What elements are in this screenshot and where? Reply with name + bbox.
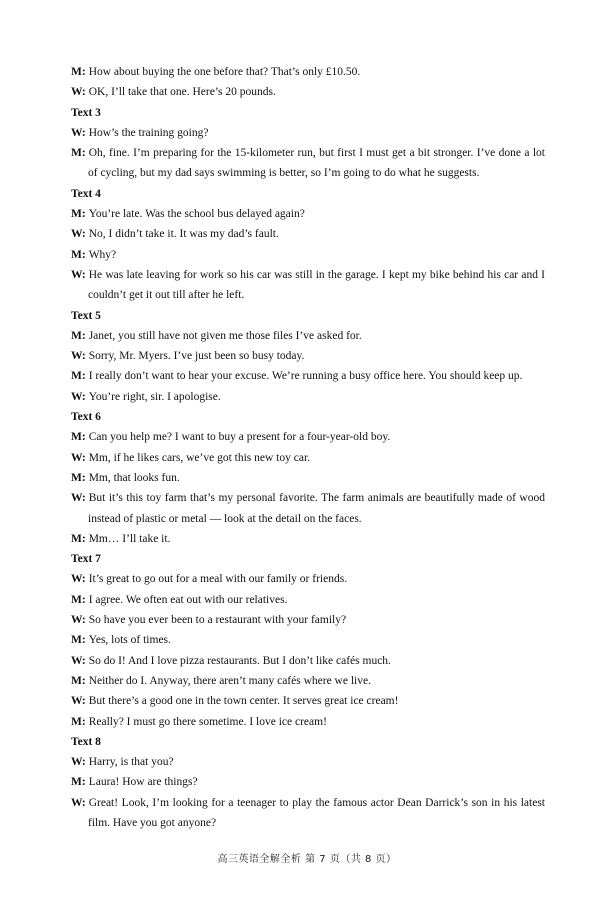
speaker-label: W: — [71, 796, 86, 809]
section-heading: Text 7 — [71, 553, 101, 566]
utterance-text: I really don’t want to hear your excuse. We’re running a busy office here. You should keep up. — [88, 370, 523, 383]
dialogue-line — [71, 772, 545, 792]
utterance-text: Oh, fine. I’m preparing for the 15-kilometer run, but first I must get a bit stronger. I’ve done a lot of cycling, but my dad says swimming is better, so I’m going to do what he suggests. — [88, 147, 545, 180]
utterance-text: You’re late. Was the school bus delayed again? — [88, 208, 305, 221]
utterance-text: Really? I must go there sometime. I love ice cream! — [88, 715, 327, 728]
utterance-text: Why? — [88, 248, 117, 261]
dialogue-line — [71, 427, 545, 447]
dialogue-line — [71, 488, 545, 529]
speaker-label: W: — [71, 451, 86, 464]
utterance-text: Can you help me? I want to buy a present for a four-year-old boy. — [88, 431, 391, 444]
utterance-text: Harry, is that you? — [88, 756, 174, 769]
speaker-label: W: — [71, 573, 86, 586]
utterance-text: Yes, lots of times. — [88, 634, 171, 647]
speaker-label: M: — [71, 634, 86, 647]
speaker-label: W: — [71, 654, 86, 667]
dialogue-line — [71, 590, 545, 610]
speaker-label: W: — [71, 390, 86, 403]
dialogue-line — [71, 569, 545, 589]
utterance-text: How’s the training going? — [88, 126, 209, 139]
speaker-label: M: — [71, 532, 86, 545]
speaker-label: W: — [71, 492, 86, 505]
utterance-text: Janet, you still have not given me those files I’ve asked for. — [88, 329, 362, 342]
utterance-text: It’s great to go out for a meal with our family or friends. — [88, 573, 348, 586]
utterance-text: So do I! And I love pizza restaurants. But I don’t like cafés much. — [88, 654, 391, 667]
utterance-text: He was late leaving for work so his car was still in the garage. I kept my bike behind his car and I couldn’t get it out till after he left. — [88, 268, 545, 302]
dialogue-line — [71, 610, 545, 630]
speaker-label: W: — [71, 350, 86, 363]
dialogue-line — [71, 366, 545, 386]
utterance-text: OK, I’ll take that one. Here’s 20 pounds. — [88, 86, 276, 99]
utterance-text: Mm, that looks fun. — [88, 471, 180, 484]
dialogue-line — [71, 265, 545, 306]
speaker-label: M: — [71, 329, 86, 342]
dialogue-line — [71, 204, 545, 224]
dialogue-line — [71, 143, 545, 184]
speaker-label: W: — [71, 268, 86, 281]
dialogue-line — [71, 82, 545, 102]
utterance-text: So have you ever been to a restaurant with your family? — [88, 614, 347, 627]
speaker-label: W: — [71, 228, 86, 241]
dialogue-line — [71, 468, 545, 488]
section-heading: Text 6 — [71, 411, 101, 424]
speaker-label: M: — [71, 66, 86, 78]
speaker-label: M: — [71, 248, 86, 261]
dialogue-line — [71, 245, 545, 265]
section-heading: Text 4 — [71, 187, 101, 200]
speaker-label: M: — [71, 715, 86, 728]
utterance-text: Sorry, Mr. Myers. I’ve just been so busy today. — [88, 350, 305, 363]
speaker-label: M: — [71, 471, 86, 484]
speaker-label: M: — [71, 674, 86, 687]
speaker-label: W: — [71, 86, 86, 99]
dialogue-line — [71, 123, 545, 143]
utterance-text: I agree. We often eat out with our relatives. — [88, 593, 288, 606]
dialogue-line — [71, 691, 545, 711]
speaker-label: M: — [71, 147, 86, 160]
utterance-text: Neither do I. Anyway, there aren’t many cafés where we live. — [88, 674, 371, 687]
transcript-body — [71, 62, 545, 833]
utterance-text: You’re right, sir. I apologise. — [88, 390, 221, 403]
speaker-label: W: — [71, 695, 86, 708]
section-heading: Text 8 — [71, 735, 101, 748]
dialogue-line — [71, 224, 545, 244]
speaker-label: W: — [71, 756, 86, 769]
dialogue-line — [71, 326, 545, 346]
page-footer: 高三英语全解全析 第 7 页（共 8 页） — [217, 854, 397, 865]
dialogue-line — [71, 448, 545, 468]
utterance-text: But there’s a good one in the town center. It serves great ice cream! — [88, 695, 399, 708]
dialogue-line — [71, 346, 545, 366]
dialogue-line — [71, 630, 545, 650]
dialogue-line — [71, 671, 545, 691]
dialogue-line — [71, 793, 545, 834]
speaker-label: M: — [71, 208, 86, 221]
section-heading: Text 5 — [71, 309, 101, 322]
speaker-label: M: — [71, 776, 86, 789]
utterance-text: Great! Look, I’m looking for a teenager to play the famous actor Dean Darrick’s son in his latest film. Have you got anyone? — [88, 796, 545, 829]
dialogue-line — [71, 651, 545, 671]
speaker-label: W: — [71, 614, 86, 627]
speaker-label: M: — [71, 593, 86, 606]
speaker-label: M: — [71, 370, 86, 383]
utterance-text: Mm, if he likes cars, we’ve got this new toy car. — [88, 451, 311, 464]
dialogue-line — [71, 387, 545, 407]
dialogue-line — [71, 752, 545, 772]
section-heading: Text 3 — [71, 106, 101, 119]
utterance-text: Laura! How are things? — [88, 776, 198, 789]
dialogue-line — [71, 529, 545, 549]
utterance-text: But it’s this toy farm that’s my personal favorite. The farm animals are beautifully made of wood instead of plastic or metal — look at the detail on the faces. — [88, 492, 545, 525]
utterance-text: How about buying the one before that? That’s only £10.50. — [88, 66, 361, 78]
utterance-text: Mm… I’ll take it. — [88, 532, 171, 545]
dialogue-line — [71, 712, 545, 732]
utterance-text: No, I didn’t take it. It was my dad’s fault. — [88, 228, 279, 241]
speaker-label: W: — [71, 126, 86, 139]
speaker-label: M: — [71, 431, 86, 444]
dialogue-line — [71, 62, 545, 82]
